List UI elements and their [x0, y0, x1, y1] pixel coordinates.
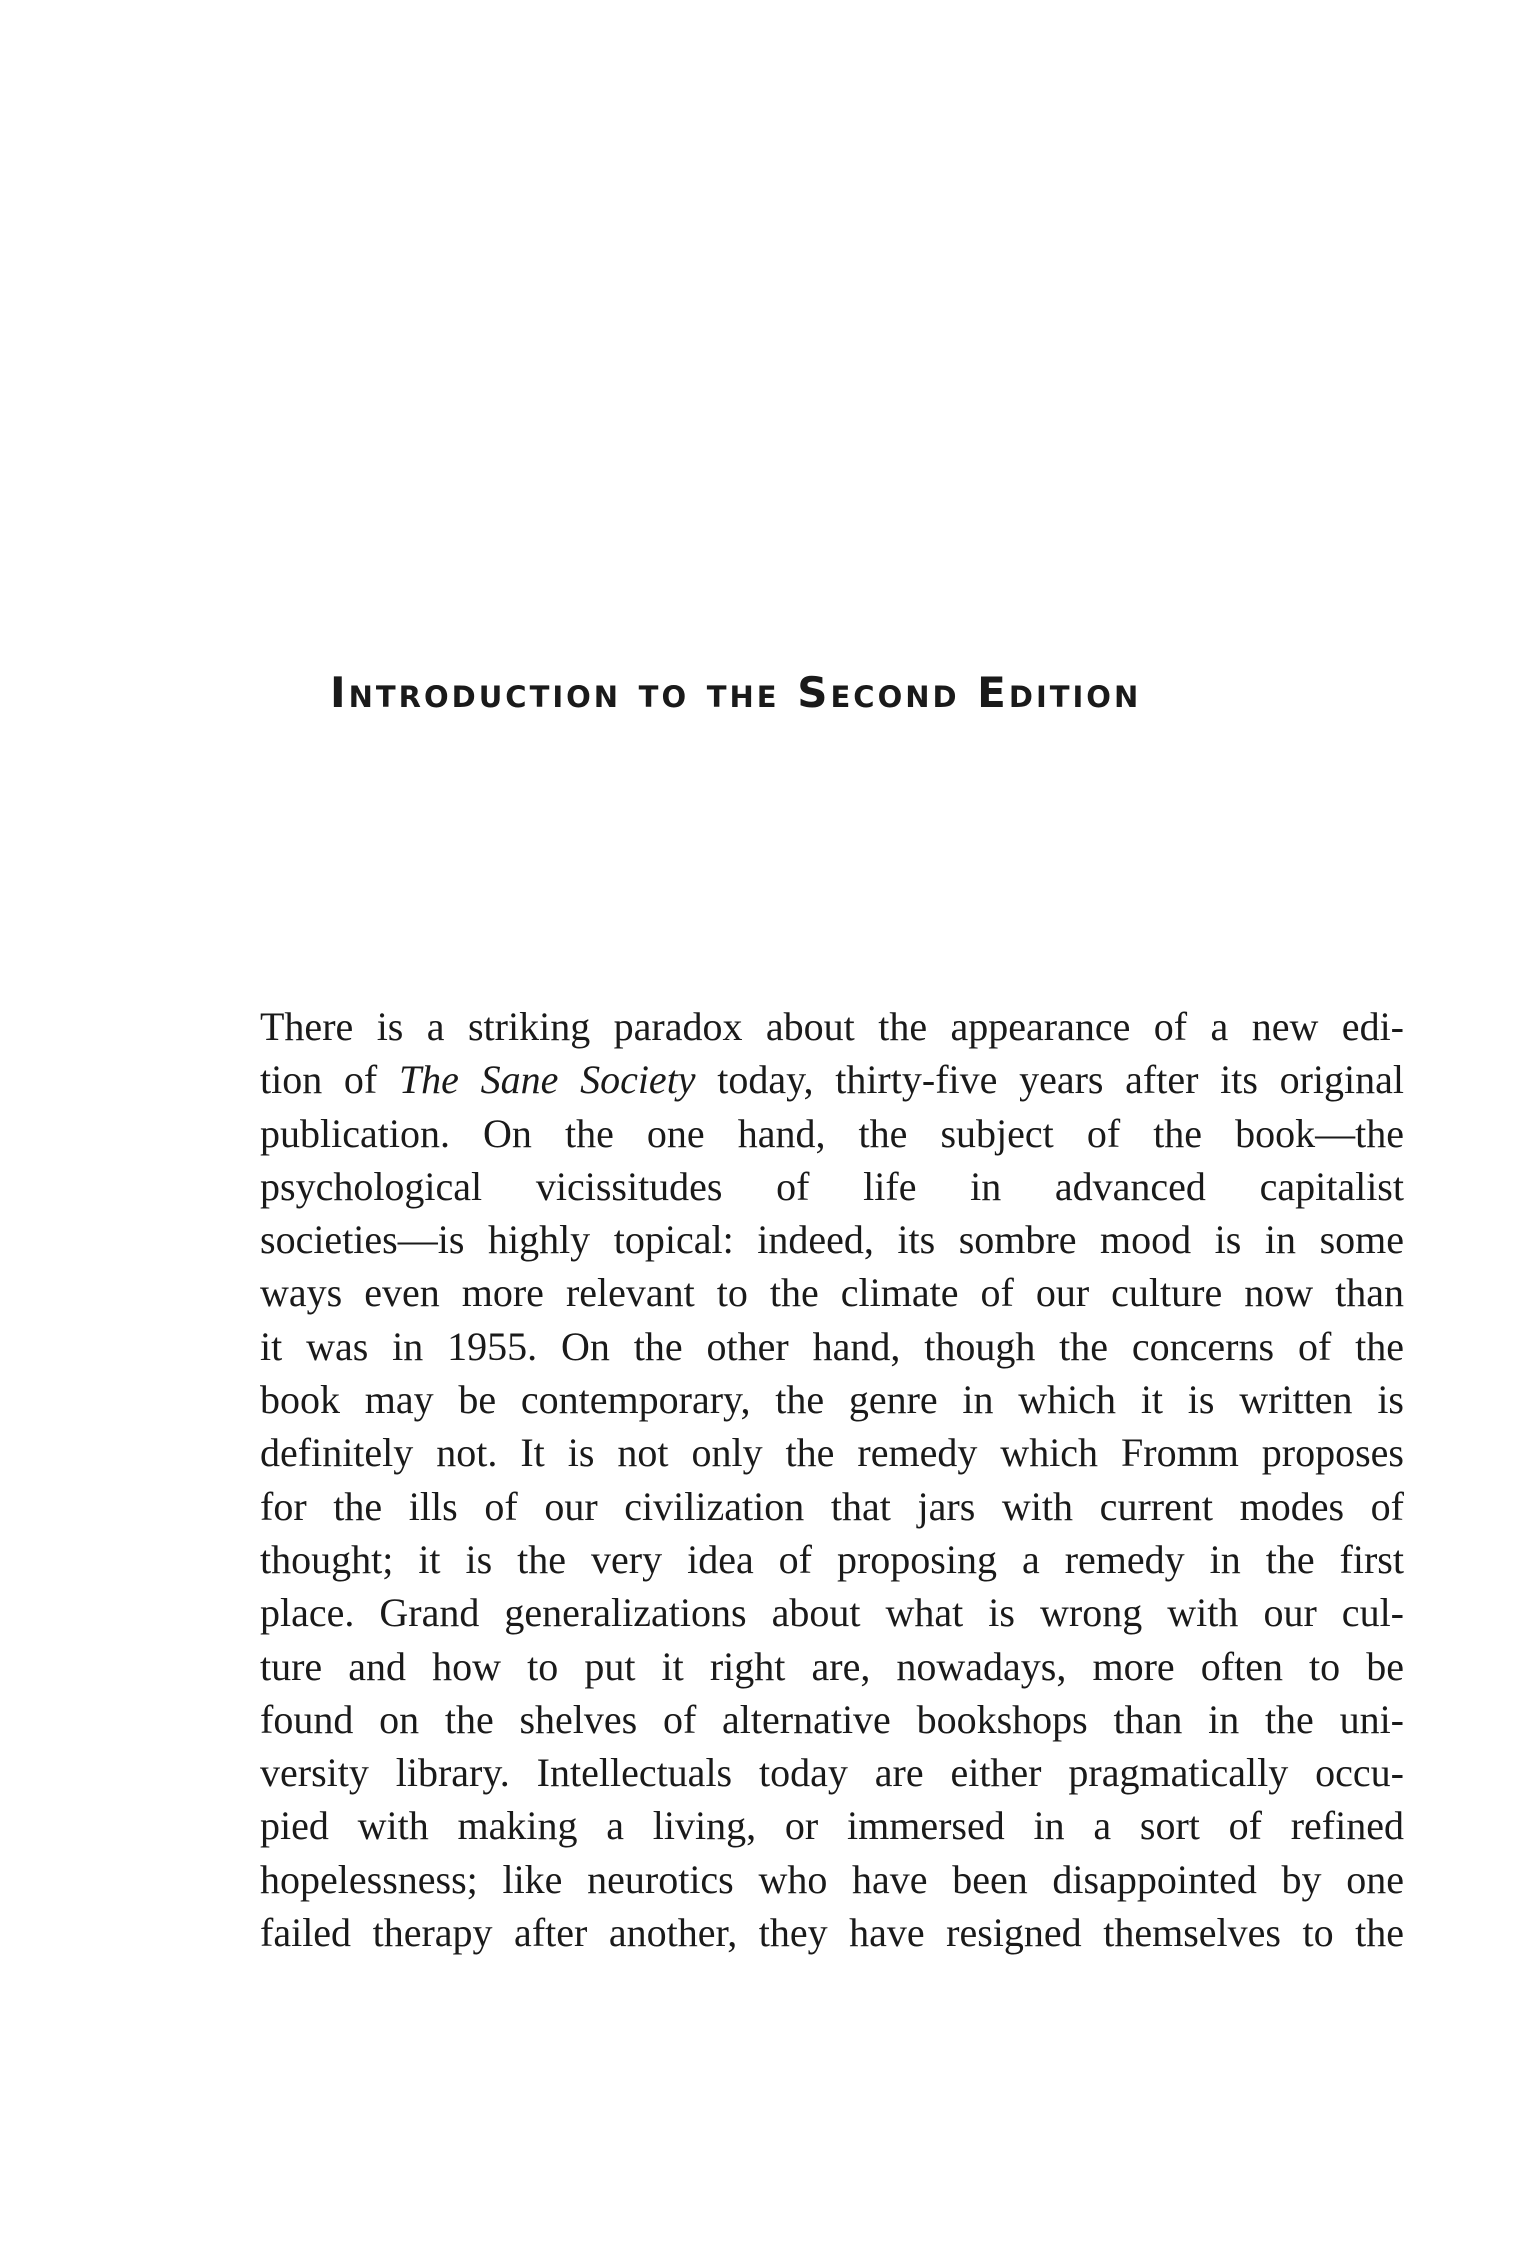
text-line: versity library. Intellectuals today are either pragmatically occu-: [260, 1750, 1404, 1796]
text-line: hopelessness; like neurotics who have been disappointed by one: [260, 1856, 1404, 1902]
text-segment: today, thirty-five years after its original: [695, 1057, 1404, 1103]
text-line: found on the shelves of alternative bookshops than in the uni-: [260, 1696, 1404, 1742]
text-line: psychological vicissitudes of life in advanced capitalist: [260, 1163, 1404, 1209]
text-line: ture and how to put it right are, nowadays, more often to be: [260, 1643, 1404, 1689]
text-line: publication. On the one hand, the subject of the book—the: [260, 1110, 1404, 1156]
chapter-title: Introduction to the Second Edition: [330, 668, 1142, 717]
text-line: pied with making a living, or immersed in a sort of refined: [260, 1803, 1404, 1849]
text-line: place. Grand generalizations about what is wrong with our cul-: [260, 1590, 1404, 1636]
text-line: for the ills of our civilization that jars with current modes of: [260, 1483, 1404, 1529]
book-title-italic: The Sane Society: [398, 1057, 696, 1103]
text-line: There is a striking paradox about the appearance of a new edi-: [260, 1004, 1404, 1049]
text-line: failed therapy after another, they have resigned themselves to the: [260, 1910, 1404, 1956]
text-line: it was in 1955. On the other hand, though the concerns of the: [260, 1323, 1404, 1369]
text-segment: tion of: [260, 1057, 399, 1103]
text-line: thought; it is the very idea of proposing a remedy in the first: [260, 1536, 1404, 1582]
text-line-with-book-title: [260, 1053, 1404, 1106]
text-line: ways even more relevant to the climate of our culture now than: [260, 1270, 1404, 1316]
text-line: definitely not. It is not only the remedy which Fromm proposes: [260, 1430, 1404, 1476]
text-line: book may be contemporary, the genre in which it is written is: [260, 1377, 1404, 1423]
body-paragraph: [260, 1000, 1404, 1959]
text-line: societies—is highly topical: indeed, its sombre mood is in some: [260, 1217, 1404, 1263]
